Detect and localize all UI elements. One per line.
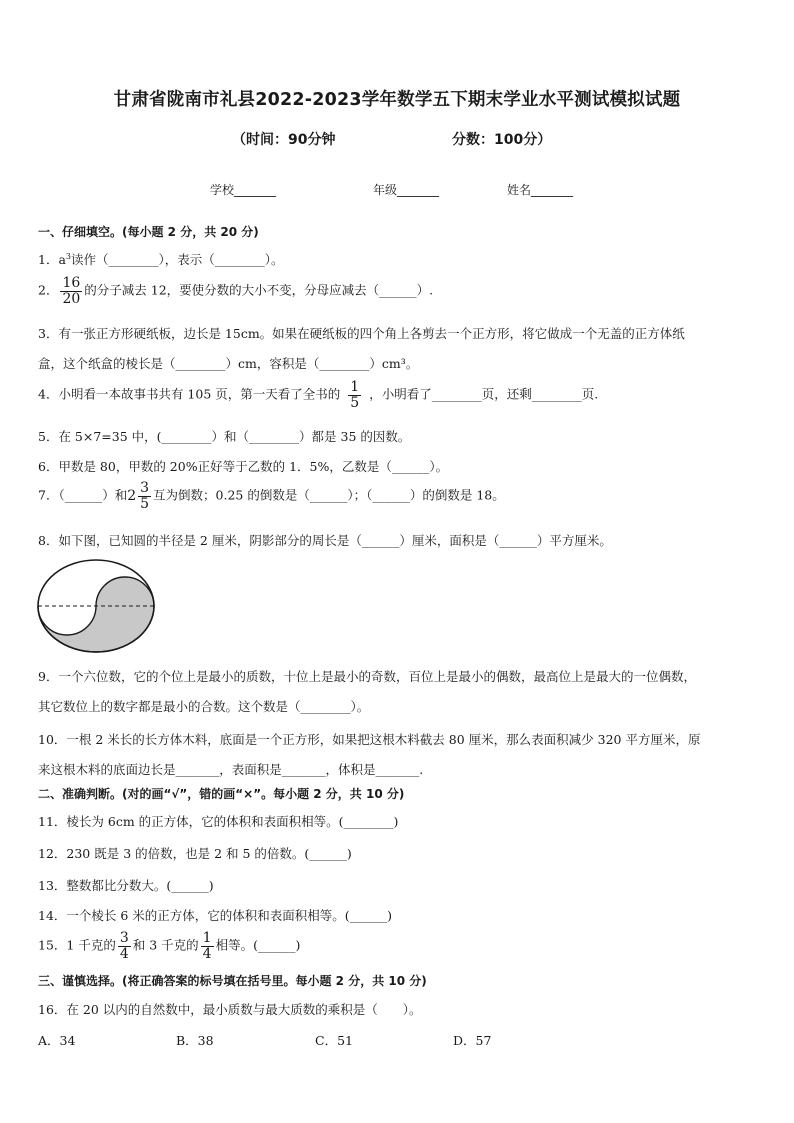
fraction-1-4: $\frac{1}{4}$ bbox=[202, 930, 212, 962]
option-d: D．57 bbox=[453, 1033, 492, 1048]
name-field: 姓名_______ bbox=[507, 183, 574, 197]
question-7: 7．（______）和2 $\frac{3}{5}$ 互为倒数；0.25 的倒数是（______）；（______）的倒数是 18。 bbox=[38, 480, 505, 512]
option-a: A．34 bbox=[38, 1033, 76, 1048]
question-13: 13．整数都比分数大。(______) bbox=[38, 878, 214, 893]
fraction-1-5: $\frac{1}{5}$ bbox=[350, 379, 360, 411]
question-12: 12．230 既是 3 的倍数，也是 2 和 5 的倍数。(______) bbox=[38, 846, 352, 861]
page-title: 甘肃省陇南市礼县2022-2023学年数学五下期末学业水平测试模拟试题 bbox=[113, 90, 681, 110]
section-1-heading: 一、仔细填空。(每小题 2 分，共 20 分) bbox=[38, 225, 259, 239]
school-field: 学校_______ bbox=[210, 183, 277, 197]
question-3-line-2: 盒，这个纸盒的棱长是（________）cm，容积是（________）cm³。 bbox=[38, 356, 419, 371]
question-1: 1．$a^3$读作（________），表示（________）。 bbox=[38, 251, 284, 267]
yin-yang-circle-figure bbox=[36, 558, 156, 654]
question-14: 14．一个棱长 6 米的正方体，它的体积和表面积相等。(______) bbox=[38, 908, 393, 923]
shaded-region bbox=[38, 577, 154, 652]
question-11: 11．棱长为 6cm 的正方体，它的体积和表面积相等。(________) bbox=[38, 814, 399, 829]
score-label: 分数：100分） bbox=[452, 132, 552, 148]
section-3-heading: 三、谨慎选择。(将正确答案的标号填在括号里。每小题 2 分，共 10 分) bbox=[38, 974, 427, 988]
option-b: B．38 bbox=[176, 1033, 214, 1048]
fraction-3-5: $\frac{3}{5}$ bbox=[140, 480, 150, 512]
time-label: （时间：90分钟 bbox=[232, 132, 336, 148]
fraction-3-4: $\frac{3}{4}$ bbox=[119, 930, 129, 962]
question-5: 5．在 5×7=35 中，(________）和（________）都是 35 的因数。 bbox=[38, 429, 411, 444]
grade-field: 年级_______ bbox=[373, 183, 440, 197]
question-3-line-1: 3．有一张正方形硬纸板，边长是 15cm。如果在硬纸板的四个角上各剪去一个正方形，将它做成一个无盖的正方体纸 bbox=[38, 326, 685, 341]
question-10-line-2: 来这根木料的底面边长是_______，表面积是_______，体积是_______. bbox=[38, 762, 424, 777]
question-8: 8．如下图，已知圆的半径是 2 厘米，阴影部分的周长是（______）厘米，面积是（______）平方厘米。 bbox=[38, 533, 612, 548]
question-4: 4．小明看一本故事书共有 105 页，第一天看了全书的 $\frac{1}{5}$ ，小明看了________页，还剩________页. bbox=[38, 379, 599, 411]
fraction-16-20: $\frac{16}{20}$ bbox=[62, 275, 81, 307]
question-16: 16．在 20 以内的自然数中，最小质数与最大质数的乘积是（ ）。 bbox=[38, 1002, 422, 1017]
question-9-line-2: 其它数位上的数字都是最小的合数。这个数是（________）。 bbox=[38, 699, 370, 714]
option-c: C．51 bbox=[315, 1033, 353, 1048]
question-9-line-1: 9．一个六位数，它的个位上是最小的质数，十位上是最小的奇数，百位上是最小的偶数，最高位上是最大的一位偶数， bbox=[38, 669, 696, 684]
question-6: 6．甲数是 80，甲数的 20%正好等于乙数的 1．5%，乙数是（______）。 bbox=[38, 459, 449, 474]
section-2-heading: 二、准确判断。(对的画“√”，错的画“×”。每小题 2 分，共 10 分) bbox=[38, 787, 405, 801]
question-15: 15．1 千克的 $\frac{3}{4}$ 和 3 千克的 $\frac{1}{4}$ 相等。(______) bbox=[38, 930, 301, 962]
question-2: 2． $\frac{16}{20}$ 的分子减去 12，要使分数的大小不变，分母应减去（______）. bbox=[38, 275, 434, 307]
question-10-line-1: 10．一根 2 米长的长方体木料，底面是一个正方形，如果把这根木料截去 80 厘米，那么表面积减少 320 平方厘米，原 bbox=[38, 732, 701, 747]
